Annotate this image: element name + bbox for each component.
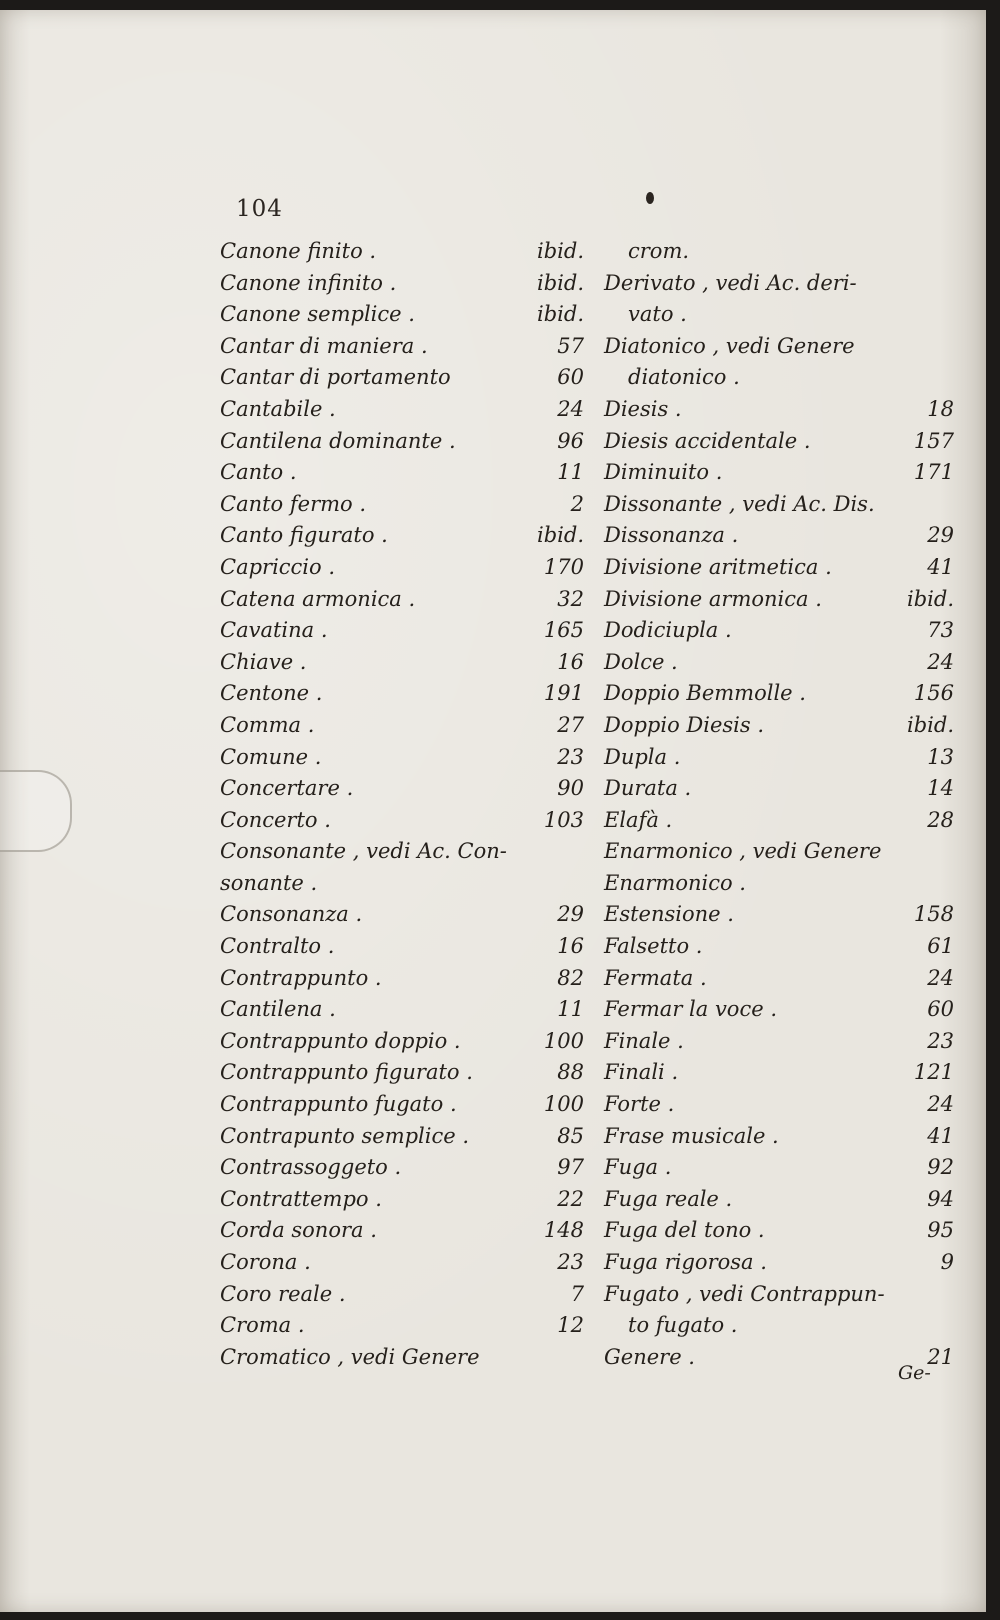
index-term: Elafà . [604, 807, 673, 832]
index-page-ref: 23 [927, 1028, 954, 1053]
index-term: Concerto . [220, 807, 331, 832]
index-term: Contrattempo . [220, 1186, 382, 1211]
index-term: Enarmonico . [604, 870, 746, 895]
index-entry [604, 836, 954, 868]
index-entry [220, 584, 584, 616]
index-entry [604, 457, 954, 489]
index-term: Cantar di portamento [220, 365, 451, 390]
index-term: Diatonico , vedi Genere [604, 333, 855, 358]
index-page-ref: 121 [913, 1060, 954, 1085]
index-term: Finale . [604, 1028, 684, 1053]
index-page-ref: 57 [557, 333, 584, 358]
index-term: Dolce . [604, 649, 678, 674]
index-term: Enarmonico , vedi Genere [604, 839, 882, 864]
index-term: Coro reale . [220, 1281, 346, 1306]
index-entry [604, 1026, 954, 1058]
index-term: Contrappunto figurato . [220, 1060, 473, 1085]
index-entry [604, 1310, 954, 1342]
index-page-ref: 85 [557, 1123, 584, 1148]
index-entry [220, 1310, 584, 1342]
index-entry [604, 931, 954, 963]
index-page-ref: 95 [927, 1218, 954, 1243]
index-entry [220, 647, 584, 679]
index-entry [220, 268, 584, 300]
index-page-ref: 60 [927, 997, 954, 1022]
index-page-ref: 97 [557, 1155, 584, 1180]
index-entry [604, 236, 954, 268]
index-term: crom. [628, 239, 690, 263]
ink-dot-ornament [646, 192, 654, 204]
index-term: Doppio Bemmolle . [604, 681, 806, 706]
index-entry [604, 678, 954, 710]
index-term: Fuga del tono . [604, 1218, 765, 1243]
index-term: Fugato , vedi Contrappun- [604, 1281, 885, 1306]
index-entry [604, 1121, 954, 1153]
index-entry [604, 299, 954, 331]
index-page-ref: 73 [927, 618, 954, 643]
index-term: Frase musicale . [604, 1123, 779, 1148]
index-term: Dissonanza . [604, 523, 739, 548]
index-term: Canone infinito . [220, 270, 397, 295]
index-entry [220, 836, 584, 868]
index-entry [220, 552, 584, 584]
index-entry [604, 426, 954, 458]
index-entry [604, 1184, 954, 1216]
index-page-ref: 170 [543, 554, 584, 579]
index-page-ref: 82 [557, 965, 584, 990]
index-entry [220, 1057, 584, 1089]
index-entry [220, 1215, 584, 1247]
index-entry [220, 489, 584, 521]
index-page-ref: 29 [927, 523, 954, 548]
index-column-right [604, 236, 954, 1373]
index-page-ref: 96 [557, 428, 584, 453]
index-page-ref: 165 [543, 618, 584, 643]
index-term: Cromatico , vedi Genere [220, 1344, 480, 1369]
index-page-ref: 16 [557, 649, 584, 674]
index-page-ref: 9 [940, 1250, 954, 1274]
index-term: Comune . [220, 744, 322, 769]
index-entry [604, 552, 954, 584]
index-term: Fuga reale . [604, 1186, 733, 1211]
index-entry [220, 1247, 584, 1279]
index-entry [604, 994, 954, 1026]
index-page-ref: ibid. [907, 712, 954, 737]
index-page-ref: 12 [557, 1313, 584, 1338]
index-term: Dodiciupla . [604, 618, 732, 643]
index-entry [220, 426, 584, 458]
index-term: Contralto . [220, 934, 335, 959]
paper-clip-mark [0, 770, 72, 852]
index-page-ref: 28 [927, 807, 954, 832]
index-term: Doppio Diesis . [604, 712, 765, 737]
index-entry [604, 520, 954, 552]
index-page-ref: 21 [927, 1344, 954, 1369]
index-entry [220, 1121, 584, 1153]
index-page-ref: 22 [557, 1186, 584, 1211]
index-term: diatonico . [628, 365, 740, 390]
index-page-ref: 90 [557, 776, 584, 801]
index-term: Canone finito . [220, 239, 377, 263]
index-term: Corona . [220, 1250, 311, 1274]
index-term: Cantilena . [220, 997, 336, 1022]
index-entry [604, 868, 954, 900]
index-term: Chiave . [220, 649, 307, 674]
index-page-ref: 11 [557, 460, 584, 485]
index-page-ref: 11 [557, 997, 584, 1022]
index-term: Falsetto . [604, 934, 703, 959]
index-entry [604, 773, 954, 805]
index-term: Fuga rigorosa . [604, 1250, 767, 1274]
book-page [0, 10, 986, 1612]
index-page-ref: 103 [543, 807, 584, 832]
index-term: sonante . [220, 870, 318, 895]
index-entry [604, 1152, 954, 1184]
index-entry [604, 805, 954, 837]
index-entry [220, 710, 584, 742]
index-entry [604, 1215, 954, 1247]
index-term: Contrapunto semplice . [220, 1123, 470, 1148]
index-page-ref: ibid. [537, 302, 584, 327]
index-entry [604, 362, 954, 394]
index-term: Canto figurato . [220, 523, 388, 548]
index-term: Derivato , vedi Ac. deri- [604, 270, 857, 295]
index-page-ref: 171 [913, 460, 954, 485]
index-entry [220, 773, 584, 805]
catchword: Ge- [898, 1362, 931, 1384]
index-term: Fermar la voce . [604, 997, 777, 1022]
index-entry [604, 647, 954, 679]
index-entry [220, 1152, 584, 1184]
index-page-ref: 16 [557, 934, 584, 959]
index-page-ref: 100 [543, 1092, 584, 1117]
index-page-ref: 14 [927, 776, 954, 801]
index-entry [220, 899, 584, 931]
index-term: Centone . [220, 681, 323, 706]
index-term: Canto fermo . [220, 491, 367, 516]
index-page-ref: 23 [557, 1250, 584, 1274]
index-term: Cavatina . [220, 618, 328, 643]
index-term: Corda sonora . [220, 1218, 377, 1243]
index-page-ref: 29 [557, 902, 584, 927]
index-page-ref: 88 [557, 1060, 584, 1085]
index-page-ref: 157 [913, 428, 954, 453]
index-term: Estensione . [604, 902, 734, 927]
index-term: Cantabile . [220, 396, 336, 421]
index-term: Divisione aritmetica . [604, 554, 832, 579]
index-entry [220, 963, 584, 995]
index-term: Consonanza . [220, 902, 363, 927]
index-term: Contrassoggeto . [220, 1155, 402, 1180]
index-page-ref: 148 [543, 1218, 584, 1243]
index-entry [220, 457, 584, 489]
page-number: 104 [236, 196, 283, 222]
index-term: Diesis . [604, 396, 682, 421]
index-term: vato . [628, 302, 687, 327]
index-term: Dissonante , vedi Ac. Dis. [604, 491, 875, 516]
index-entry [220, 331, 584, 363]
index-entry [604, 1247, 954, 1279]
index-page-ref: 156 [913, 681, 954, 706]
index-term: Contrappunto doppio . [220, 1028, 461, 1053]
index-entry [220, 394, 584, 426]
index-page-ref: 7 [570, 1281, 584, 1306]
index-page-ref: 158 [913, 902, 954, 927]
index-entry [220, 678, 584, 710]
index-term: Canone semplice . [220, 302, 415, 327]
index-entry [220, 742, 584, 774]
index-page-ref: ibid. [907, 586, 954, 611]
index-page-ref: 60 [557, 365, 584, 390]
index-term: Durata . [604, 776, 692, 801]
index-term: Fuga . [604, 1155, 672, 1180]
index-entry [220, 236, 584, 268]
index-page-ref: 24 [927, 649, 954, 674]
index-entry [220, 931, 584, 963]
index-page-ref: 41 [927, 1123, 954, 1148]
index-entry [220, 520, 584, 552]
index-entry [220, 1184, 584, 1216]
index-term: Catena armonica . [220, 586, 416, 611]
index-term: Contrappunto . [220, 965, 382, 990]
index-page-ref: 24 [557, 396, 584, 421]
index-page-ref: ibid. [537, 239, 584, 263]
index-term: Diminuito . [604, 460, 723, 485]
index-entry [604, 615, 954, 647]
index-page-ref: ibid. [537, 523, 584, 548]
index-page-ref: 24 [927, 965, 954, 990]
index-entry [604, 1057, 954, 1089]
index-entry [220, 868, 584, 900]
index-entry [604, 489, 954, 521]
index-page-ref: 32 [557, 586, 584, 611]
index-term: Croma . [220, 1313, 305, 1338]
index-term: Dupla . [604, 744, 681, 769]
index-entry [220, 362, 584, 394]
index-term: Contrappunto fugato . [220, 1092, 457, 1117]
index-entry [220, 1342, 584, 1374]
index-page-ref: 13 [927, 744, 954, 769]
index-page-ref: 24 [927, 1092, 954, 1117]
index-page-ref: 23 [557, 744, 584, 769]
index-term: Cantar di maniera . [220, 333, 428, 358]
index-page-ref: 94 [927, 1186, 954, 1211]
index-entry [220, 1089, 584, 1121]
index-entry [604, 899, 954, 931]
index-page-ref: 100 [543, 1028, 584, 1053]
index-page-ref: ibid. [537, 270, 584, 295]
index-entry [604, 742, 954, 774]
index-term: Canto . [220, 460, 297, 485]
index-page-ref: 191 [543, 681, 584, 706]
index-entry [604, 710, 954, 742]
index-term: Fermata . [604, 965, 707, 990]
index-entry [604, 394, 954, 426]
index-term: Diesis accidentale . [604, 428, 811, 453]
index-entry [220, 615, 584, 647]
index-page-ref: 41 [927, 554, 954, 579]
index-page-ref: 61 [927, 934, 954, 959]
index-term: Divisione armonica . [604, 586, 822, 611]
index-term: Capriccio . [220, 554, 336, 579]
index-term: Genere . [604, 1344, 695, 1369]
index-term: Concertare . [220, 776, 354, 801]
index-entry [604, 584, 954, 616]
index-term: Cantilena dominante . [220, 428, 456, 453]
index-term: to fugato . [628, 1313, 738, 1338]
index-entry [604, 268, 954, 300]
index-column-left [220, 236, 584, 1373]
index-term: Comma . [220, 712, 315, 737]
index-page-ref: 18 [927, 396, 954, 421]
index-term: Forte . [604, 1092, 675, 1117]
index-entry [220, 994, 584, 1026]
index-page-ref: 92 [927, 1155, 954, 1180]
index-entry [220, 299, 584, 331]
index-entry [604, 1089, 954, 1121]
index-entry [604, 963, 954, 995]
index-term: Finali . [604, 1060, 679, 1085]
index-page-ref: 2 [570, 491, 584, 516]
index-entry [220, 1026, 584, 1058]
index-entry [604, 331, 954, 363]
index-page-ref: 27 [557, 712, 584, 737]
index-entry [220, 805, 584, 837]
index-entry [604, 1279, 954, 1311]
index-term: Consonante , vedi Ac. Con- [220, 839, 507, 864]
index-entry [220, 1279, 584, 1311]
